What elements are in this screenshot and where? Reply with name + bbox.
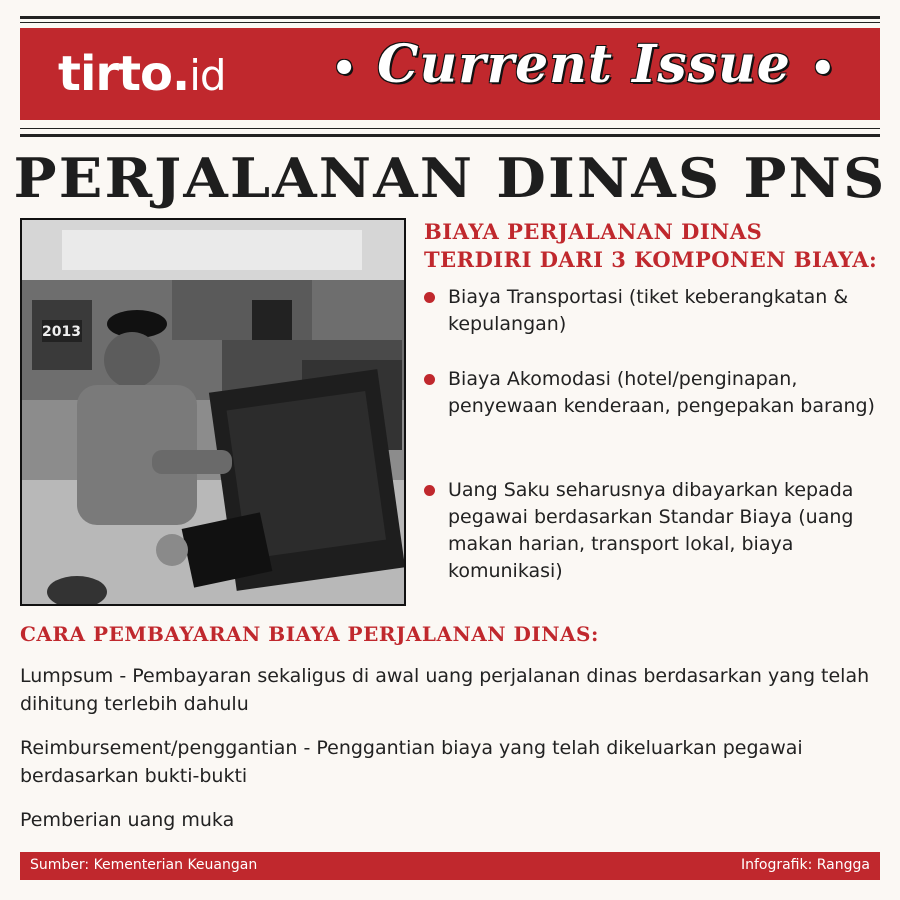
brand-suffix: id: [189, 51, 226, 100]
current-issue-title: [304, 34, 864, 95]
list-item-text: Biaya Transportasi (tiket keberangkatan & kepulangan): [448, 286, 849, 335]
photo-sign-text: 2013: [42, 324, 81, 340]
bullet-icon: •: [809, 45, 837, 92]
divider-rule: [20, 128, 880, 129]
payment-method-reimbursement: Reimbursement/penggantian - Penggantian biaya yang telah dikeluarkan pegawai berdasarkan bukti-bukti: [20, 737, 803, 787]
bullet-icon: [424, 374, 435, 385]
source-text: Sumber: Kementerian Keuangan: [30, 857, 258, 873]
payment-method-advance: Pemberian uang muka: [20, 809, 235, 831]
cost-components-title: [424, 218, 884, 274]
credit-text: Infografik: Rangga: [740, 857, 870, 873]
payment-methods-title: CARA PEMBAYARAN BIAYA PERJALANAN DINAS:: [20, 622, 599, 646]
office-photo: [20, 218, 406, 606]
list-item: [424, 477, 880, 585]
list-item-text: Biaya Akomodasi (hotel/penginapan, penyewaan kenderaan, pengepakan barang): [448, 368, 875, 417]
cost-components-title-line1: BIAYA PERJALANAN DINAS: [424, 219, 763, 244]
brand-dot: .: [172, 46, 190, 102]
list-item: [424, 366, 880, 420]
cost-components-title-line2: TERDIRI DARI 3 KOMPONEN BIAYA:: [424, 247, 878, 272]
top-rule: [20, 16, 880, 19]
list-item-text: Uang Saku seharusnya dibayarkan kepada pegawai berdasarkan Standar Biaya (uang makan harian, transport lokal, biaya komunikasi): [448, 479, 854, 582]
top-rule-thin: [20, 22, 880, 23]
payment-method-lumpsum: Lumpsum - Pembayaran sekaligus di awal uang perjalanan dinas berdasarkan yang telah dihitung terlebih dahulu: [20, 665, 870, 715]
bullet-icon: [424, 292, 435, 303]
list-item: [424, 284, 880, 338]
bullet-icon: •: [331, 45, 358, 92]
banner-text: Current Issue: [377, 34, 791, 95]
header-banner: [20, 28, 880, 120]
brand-name: tirto: [58, 46, 172, 102]
bullet-icon: [424, 485, 435, 496]
footer-bar: [20, 852, 880, 880]
page-title: PERJALANAN DINAS PNS: [13, 146, 887, 210]
brand-logo[interactable]: [58, 46, 226, 102]
divider-rule-thick: [20, 134, 880, 137]
